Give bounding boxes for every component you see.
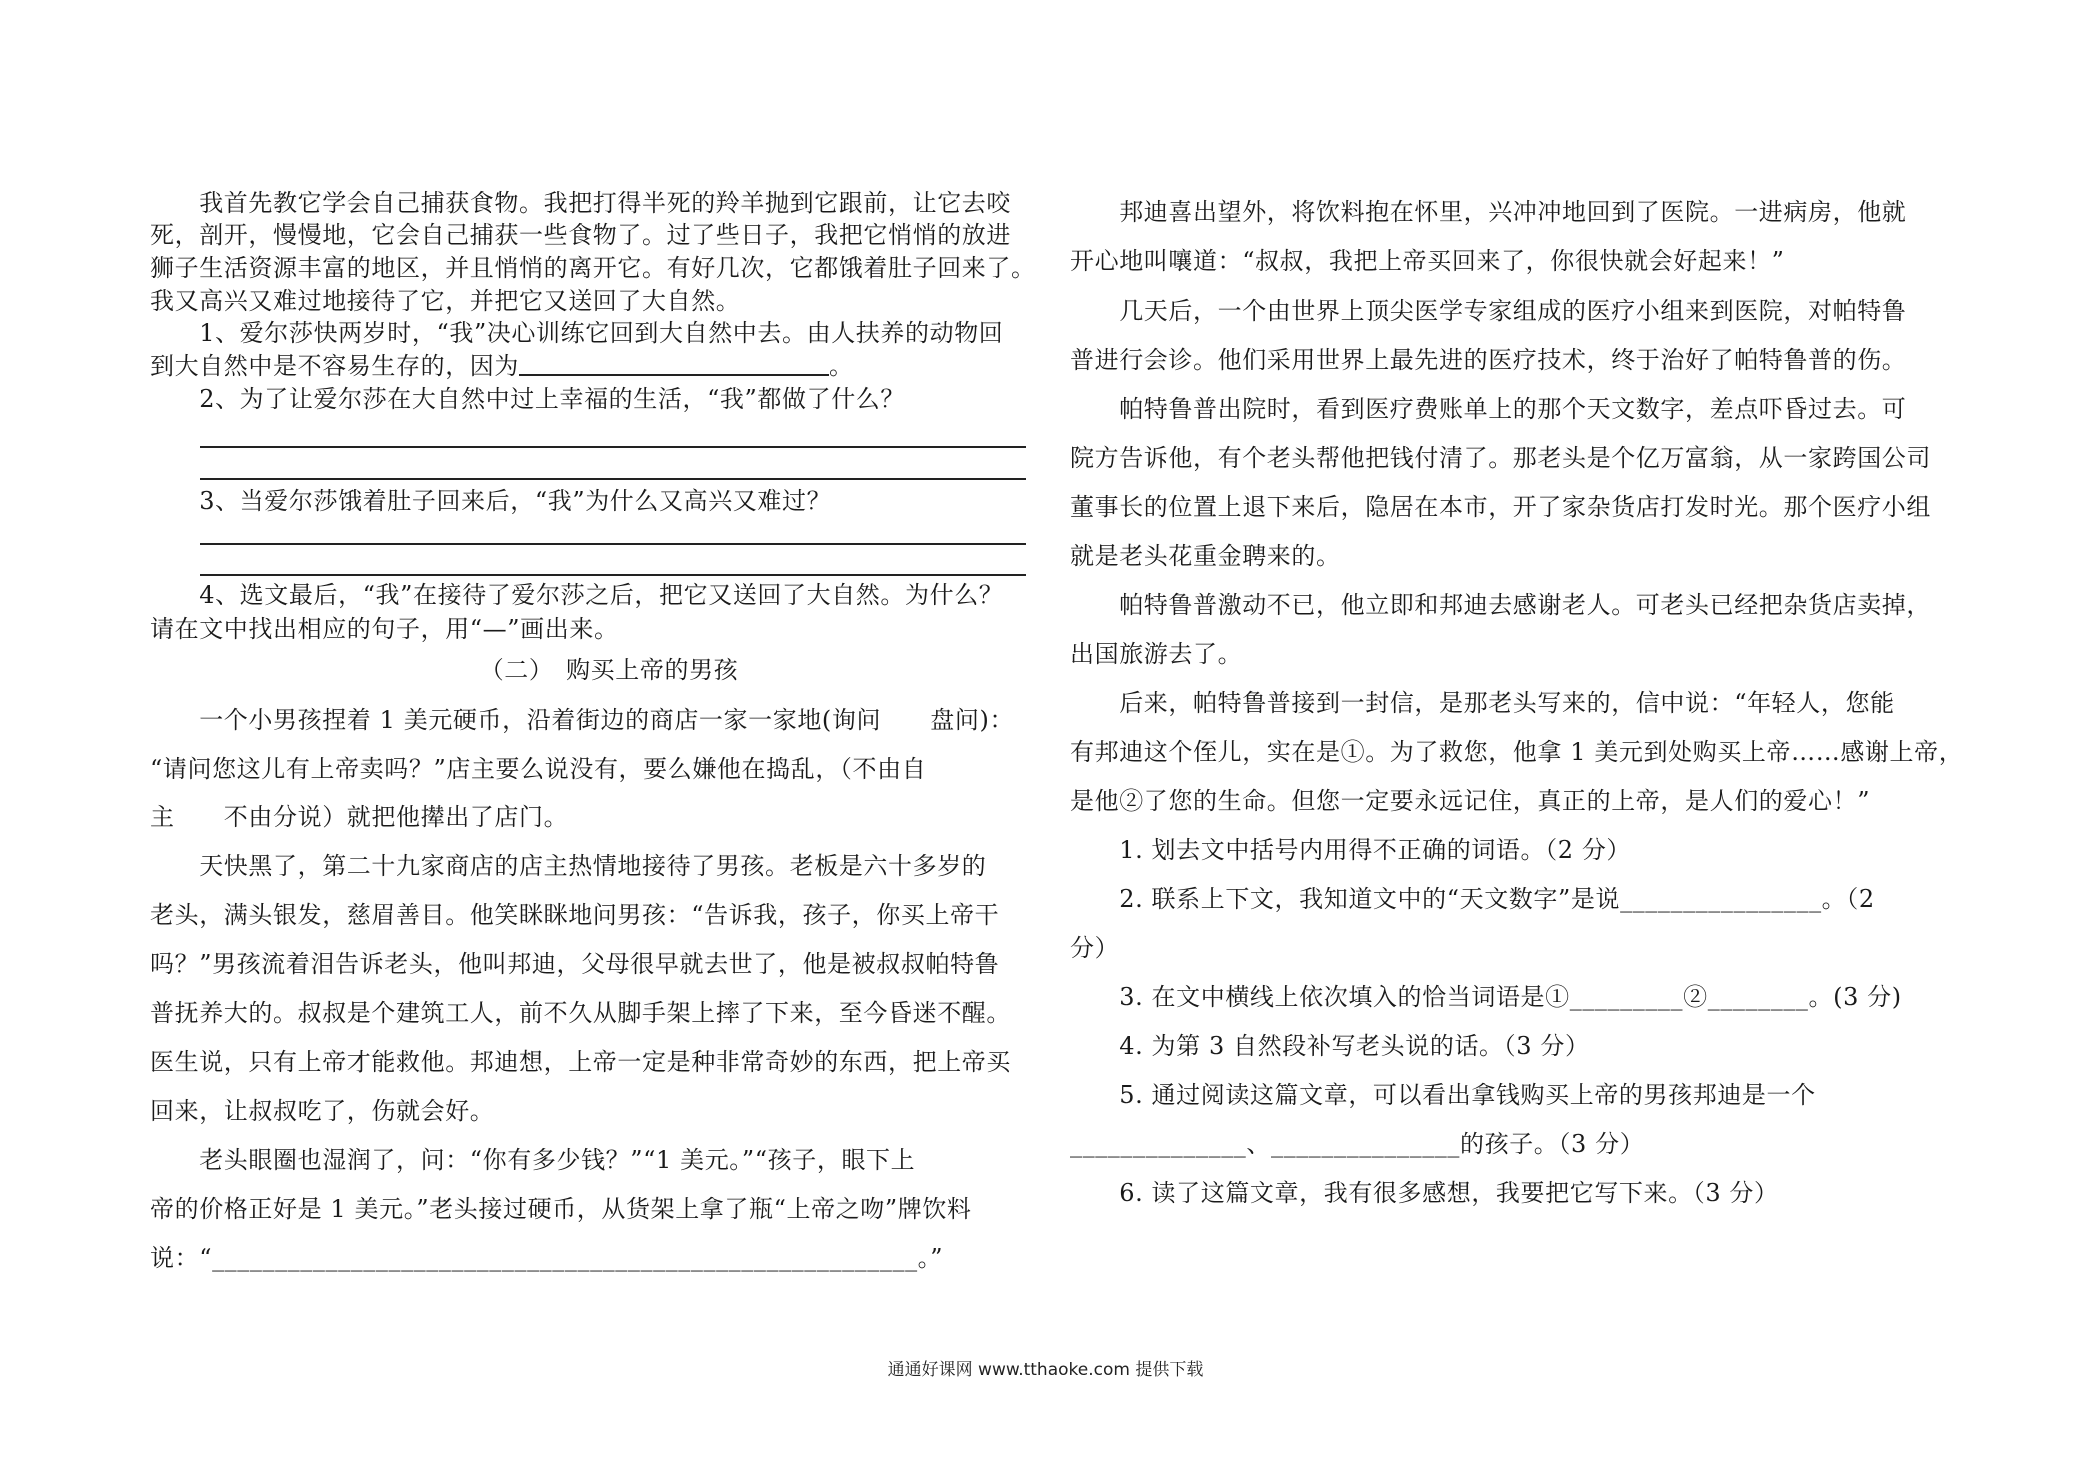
question-2: 2、为了让爱尔莎在大自然中过上幸福的生活，“我”都做了什么？ [150, 385, 906, 413]
text-line: 帕特鲁普激动不已，他立即和邦迪去感谢老人。可老头已经把杂货店卖掉， [1070, 591, 1931, 619]
story-line: 普抚养大的。叔叔是个建筑工人，前不久从脚手架上摔了下来，至今昏迷不醒。 [150, 999, 1011, 1027]
text-line: 是他②了您的生命。但您一定要永远记住，真正的上帝，是人们的爱心！” [1070, 787, 1871, 815]
story-line: 帝的价格正好是 1 美元。”老头接过硬币，从货架上拿了瓶“上帝之吻”牌饮料 [150, 1195, 972, 1223]
text-line: 我又高兴又难过地接待了它，并把它又送回了大自然。 [150, 287, 741, 315]
text-line: 出国旅游去了。 [1070, 640, 1243, 668]
story-line: 一个小男孩捏着 1 美元硬币，沿着街边的商店一家一家地(询问 盘问)： [150, 706, 1015, 734]
exercise-6: 6. 读了这篇文章，我有很多感想，我要把它写下来。（3 分） [1070, 1179, 1779, 1207]
story-line: 回来，让叔叔吃了，伤就会好。 [150, 1097, 495, 1125]
text-line: 开心地叫嚷道：“叔叔，我把上帝买回来了，你很快就会好起来！” [1070, 247, 1785, 275]
answer-line[interactable] [200, 574, 1026, 576]
story-line: 主 不由分说）就把他撵出了店门。 [150, 803, 569, 831]
story-line[interactable]: 说：“________________________________________________________。” [150, 1244, 944, 1272]
question-1-line-1: 1、爱尔莎快两岁时，“我”决心训练它回到大自然中去。由人扶养的动物回 [150, 319, 1004, 347]
text-line: 我首先教它学会自己捕获食物。我把打得半死的羚羊抛到它跟前，让它去咬 [150, 189, 1011, 217]
exercise-5-cont[interactable]: ______________、_______________的孩子。（3 分） [1070, 1130, 1645, 1158]
question-1-line-2 [150, 351, 854, 381]
answer-line[interactable] [200, 446, 1026, 448]
question-1-end: 。 [829, 352, 854, 380]
footer-credit: 通通好课网 www.tthaoke.com 提供下载 [887, 1360, 1204, 1380]
text-line: 院方告诉他，有个老头帮他把钱付清了。那老头是个亿万富翁，从一家跨国公司 [1070, 444, 1931, 472]
text-line: 董事长的位置上退下来后，隐居在本市，开了家杂货店打发时光。那个医疗小组 [1070, 493, 1931, 521]
exercise-2[interactable]: 2. 联系上下文，我知道文中的“天文数字”是说________________。（2 [1070, 885, 1875, 913]
story-line: 老头眼圈也湿润了，问：“你有多少钱？”“1 美元。”“孩子，眼下上 [150, 1146, 916, 1174]
question-3: 3、当爱尔莎饿着肚子回来后，“我”为什么又高兴又难过？ [150, 487, 832, 515]
text-line: 帕特鲁普出院时，看到医疗费账单上的那个天文数字，差点吓昏过去。可 [1070, 395, 1907, 423]
exercise-5: 5. 通过阅读这篇文章，可以看出拿钱购买上帝的男孩邦迪是一个 [1070, 1081, 1816, 1109]
question-1-text: 到大自然中是不容易生存的，因为 [150, 352, 519, 380]
text-line: 邦迪喜出望外，将饮料抱在怀里，兴冲冲地回到了医院。一进病房，他就 [1070, 198, 1907, 226]
text-line: 有邦迪这个侄儿，实在是①。为了救您，他拿 1 美元到处购买上帝……感谢上帝， [1070, 738, 1964, 766]
answer-blank[interactable] [519, 352, 829, 376]
story-line: 老头，满头银发，慈眉善目。他笑眯眯地问男孩：“告诉我，孩子，你买上帝干 [150, 901, 1000, 929]
exercise-2-cont: 分） [1070, 934, 1120, 962]
text-line: 狮子生活资源丰富的地区，并且悄悄的离开它。有好几次，它都饿着肚子回来了。 [150, 254, 1036, 282]
story-line: “请问您这儿有上帝卖吗？”店主要么说没有，要么嫌他在捣乱，（不由自 [150, 755, 927, 783]
text-line: 死，剖开，慢慢地，它会自己捕获一些食物了。过了些日子，我把它悄悄的放进 [150, 221, 1011, 249]
text-line: 普进行会诊。他们采用世界上最先进的医疗技术，终于治好了帕特鲁普的伤。 [1070, 346, 1907, 374]
text-line: 后来，帕特鲁普接到一封信，是那老头写来的，信中说：“年轻人，您能 [1070, 689, 1895, 717]
question-4-line-2: 请在文中找出相应的句子，用“—”画出来。 [150, 615, 619, 643]
section-title: （二） 购买上帝的男孩 [479, 656, 739, 684]
story-line: 医生说，只有上帝才能救他。邦迪想，上帝一定是种非常奇妙的东西，把上帝买 [150, 1048, 1011, 1076]
text-line: 就是老头花重金聘来的。 [1070, 542, 1341, 570]
exercise-3[interactable]: 3. 在文中横线上依次填入的恰当词语是①_________②________。(3 分) [1070, 983, 1902, 1011]
question-4-line-1: 4、选文最后，“我”在接待了爱尔莎之后，把它又送回了大自然。为什么？ [150, 581, 1004, 609]
story-line: 吗？”男孩流着泪告诉老头，他叫邦迪，父母很早就去世了，他是被叔叔帕特鲁 [150, 950, 1000, 978]
story-line: 天快黑了，第二十九家商店的店主热情地接待了男孩。老板是六十多岁的 [150, 852, 987, 880]
answer-line[interactable] [200, 478, 1026, 480]
exercise-4: 4. 为第 3 自然段补写老头说的话。（3 分） [1070, 1032, 1590, 1060]
answer-line[interactable] [200, 543, 1026, 545]
text-line: 几天后，一个由世界上顶尖医学专家组成的医疗小组来到医院，对帕特鲁 [1070, 297, 1907, 325]
exercise-1: 1. 划去文中括号内用得不正确的词语。（2 分） [1070, 836, 1632, 864]
